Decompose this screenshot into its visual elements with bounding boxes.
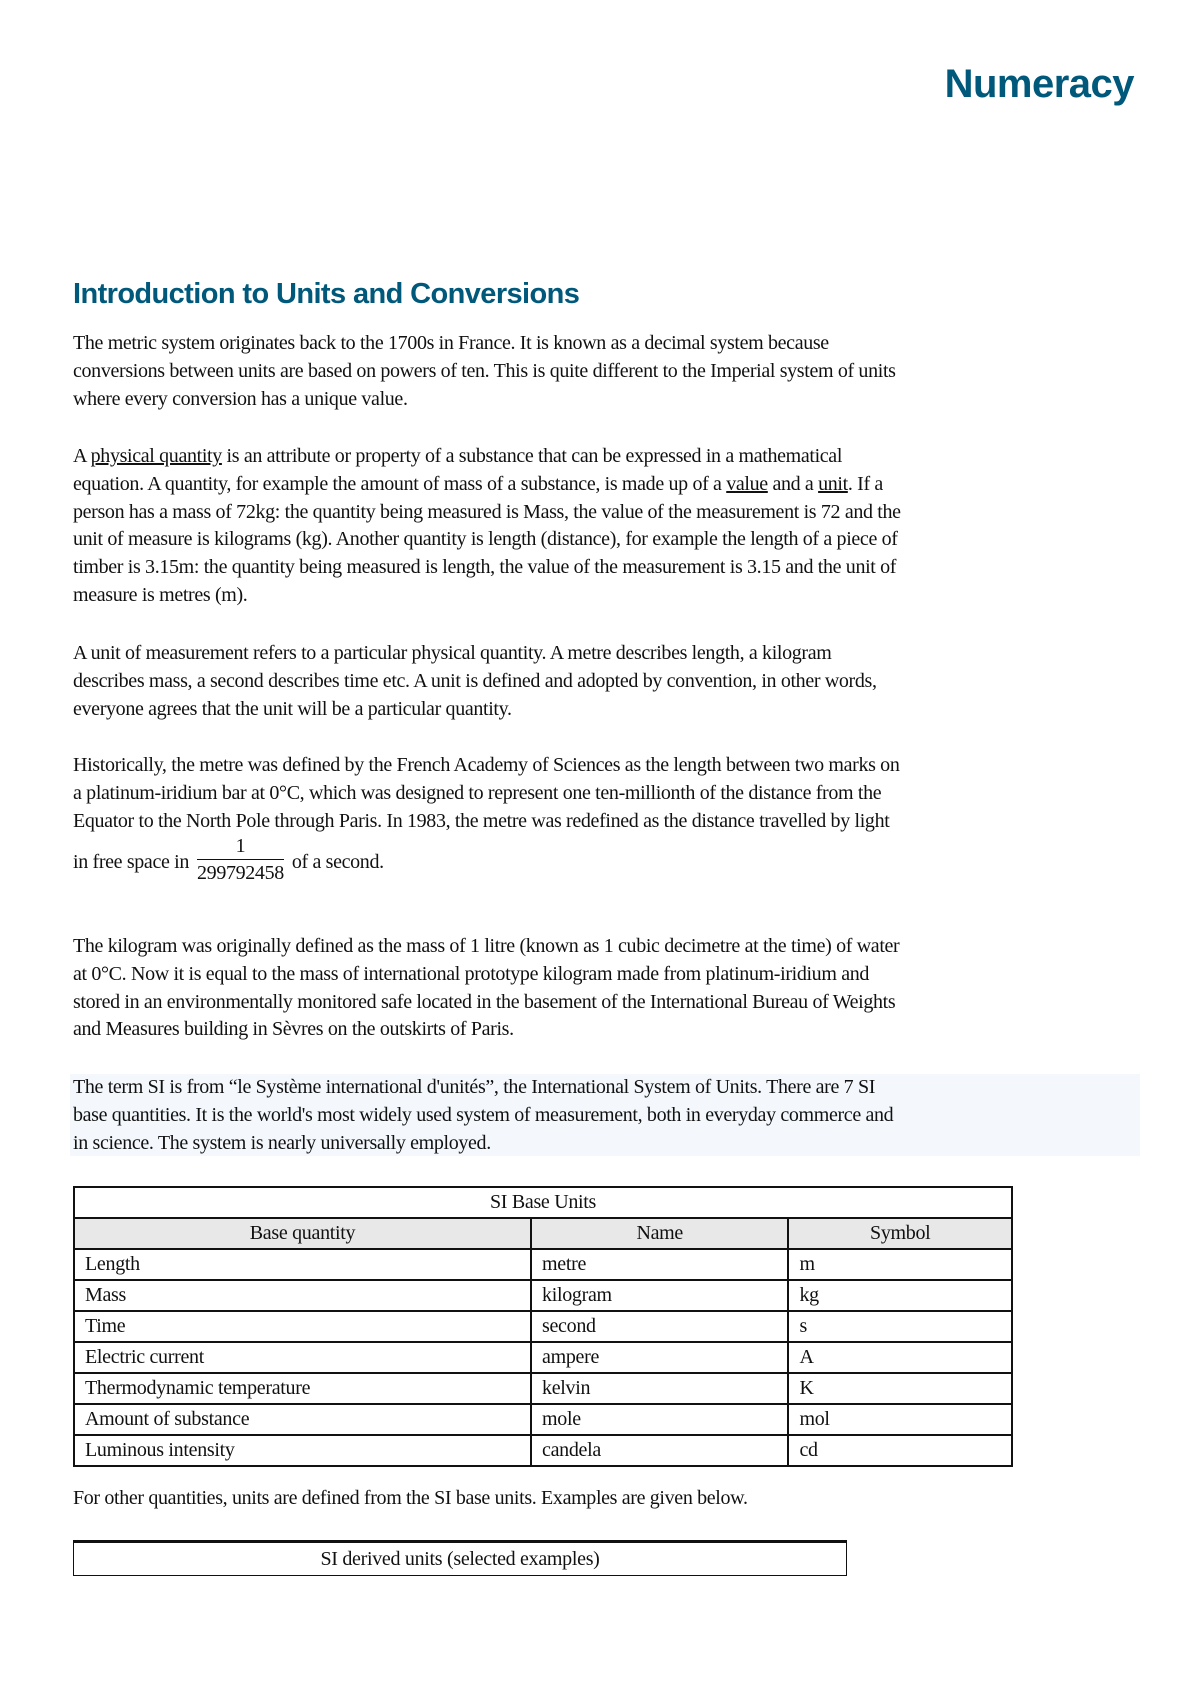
table-cell: kg xyxy=(788,1280,1012,1311)
paragraph-metre-history xyxy=(73,752,899,890)
document-header-title: Numeracy xyxy=(944,62,1134,106)
text-line: unit of measure is kilograms (kg). Another quantity is length (distance), for example the length of a piece of xyxy=(73,528,898,551)
table-row xyxy=(74,1373,1012,1404)
table-row xyxy=(74,1435,1012,1466)
text-line: and Measures building in Sèvres on the outskirts of Paris. xyxy=(73,1018,514,1041)
si-derived-units-table-caption: SI derived units (selected examples) xyxy=(73,1540,847,1576)
text-line: in science. The system is nearly universally employed. xyxy=(73,1131,491,1154)
fraction xyxy=(197,833,284,886)
table-cell: mole xyxy=(531,1404,788,1435)
term-unit: unit xyxy=(818,472,848,495)
text-line: at 0°C. Now it is equal to the mass of international prototype kilogram made from platinum-iridium and xyxy=(73,962,870,985)
text: is an attribute or property of a substance that can be expressed in a mathematical xyxy=(221,445,843,467)
table-row xyxy=(74,1342,1012,1373)
table-cell: kilogram xyxy=(531,1280,788,1311)
after-table-text xyxy=(73,1485,748,1513)
text-line: person has a mass of 72kg: the quantity being measured is Mass, the value of the measurement is 72 and the xyxy=(73,500,901,523)
text-line: describes mass, a second describes time etc. A unit is defined and adopted by convention, in other words, xyxy=(73,669,877,692)
text-line: The metric system originates back to the 1700s in France. It is known as a decimal system because xyxy=(73,332,829,354)
section-heading: Introduction to Units and Conversions xyxy=(73,278,580,310)
term-value: value xyxy=(726,472,768,495)
table-cell: K xyxy=(788,1373,1012,1404)
fraction-denominator: 299792458 xyxy=(197,862,284,885)
paragraph-metric-system xyxy=(73,330,896,413)
text-line: timber is 3.15m: the quantity being measured is length, the value of the measurement is 3.15 and the unit of xyxy=(73,556,897,579)
text-line: Equator to the North Pole through Paris. In 1983, the metre was redefined as the distance travelled by light xyxy=(73,809,890,832)
table-cell: Mass xyxy=(74,1280,531,1311)
table-cell: candela xyxy=(531,1435,788,1466)
table-cell: m xyxy=(788,1249,1012,1280)
table-caption: SI Base Units xyxy=(74,1187,1012,1218)
table-cell: second xyxy=(531,1311,788,1342)
text-line: Historically, the metre was defined by the French Academy of Sciences as the length between two marks on xyxy=(73,754,900,776)
text-line xyxy=(73,471,901,499)
table-cell: Time xyxy=(74,1311,531,1342)
text-line: The term SI is from “le Système international d'unités”, the International System of Units. There are 7 SI xyxy=(73,1076,876,1098)
table-cell: Thermodynamic temperature xyxy=(74,1373,531,1404)
text-line: base quantities. It is the world's most widely used system of measurement, both in everyday commerce and xyxy=(73,1103,894,1126)
column-header: Symbol xyxy=(788,1218,1012,1249)
text-line: measure is metres (m). xyxy=(73,583,248,606)
table-row xyxy=(74,1311,1012,1342)
text: in free space in xyxy=(73,851,190,874)
text-line: stored in an environmentally monitored safe located in the basement of the International Bureau of Weights xyxy=(73,990,896,1013)
table-row xyxy=(74,1280,1012,1311)
text: A xyxy=(73,445,91,467)
table-cell: ampere xyxy=(531,1342,788,1373)
si-base-units-table xyxy=(73,1186,1013,1467)
table-body xyxy=(74,1249,1012,1466)
table-row xyxy=(74,1404,1012,1435)
term-physical-quantity: physical quantity xyxy=(90,445,222,467)
column-header: Base quantity xyxy=(74,1218,531,1249)
table-cell: Luminous intensity xyxy=(74,1435,531,1466)
text-line: A unit of measurement refers to a particular physical quantity. A metre describes length, a kilogram xyxy=(73,642,832,664)
text-line: For other quantities, units are defined from the SI base units. Examples are given below. xyxy=(73,1487,748,1509)
fraction-numerator: 1 xyxy=(197,833,284,860)
text-line: The kilogram was originally defined as the mass of 1 litre (known as 1 cubic decimetre at the time) of water xyxy=(73,935,900,957)
paragraph-physical-quantity xyxy=(73,443,901,610)
table-cell: metre xyxy=(531,1249,788,1280)
text-line-fraction xyxy=(73,837,899,890)
text: equation. A quantity, for example the amount of mass of a substance, is made up of a xyxy=(73,472,727,495)
text-line: where every conversion has a unique value. xyxy=(73,387,408,410)
text-line: a platinum-iridium bar at 0°C, which was designed to represent one ten-millionth of the distance from the xyxy=(73,781,882,804)
table-row xyxy=(74,1249,1012,1280)
text: and a xyxy=(767,472,819,495)
paragraph-kilogram xyxy=(73,933,899,1044)
text: of a second. xyxy=(291,851,384,874)
text-line xyxy=(73,443,901,471)
column-header: Name xyxy=(531,1218,788,1249)
text-line: conversions between units are based on powers of ten. This is quite different to the Imperial system of units xyxy=(73,359,896,382)
table-cell: Length xyxy=(74,1249,531,1280)
text: . If a xyxy=(847,472,883,495)
table-cell: Electric current xyxy=(74,1342,531,1373)
paragraph-unit-of-measurement xyxy=(73,640,877,723)
table-cell: mol xyxy=(788,1404,1012,1435)
table-cell: A xyxy=(788,1342,1012,1373)
table-cell: s xyxy=(788,1311,1012,1342)
table-cell: kelvin xyxy=(531,1373,788,1404)
table-cell: cd xyxy=(788,1435,1012,1466)
paragraph-si xyxy=(73,1074,893,1157)
text-line: everyone agrees that the unit will be a particular quantity. xyxy=(73,697,512,720)
table-cell: Amount of substance xyxy=(74,1404,531,1435)
